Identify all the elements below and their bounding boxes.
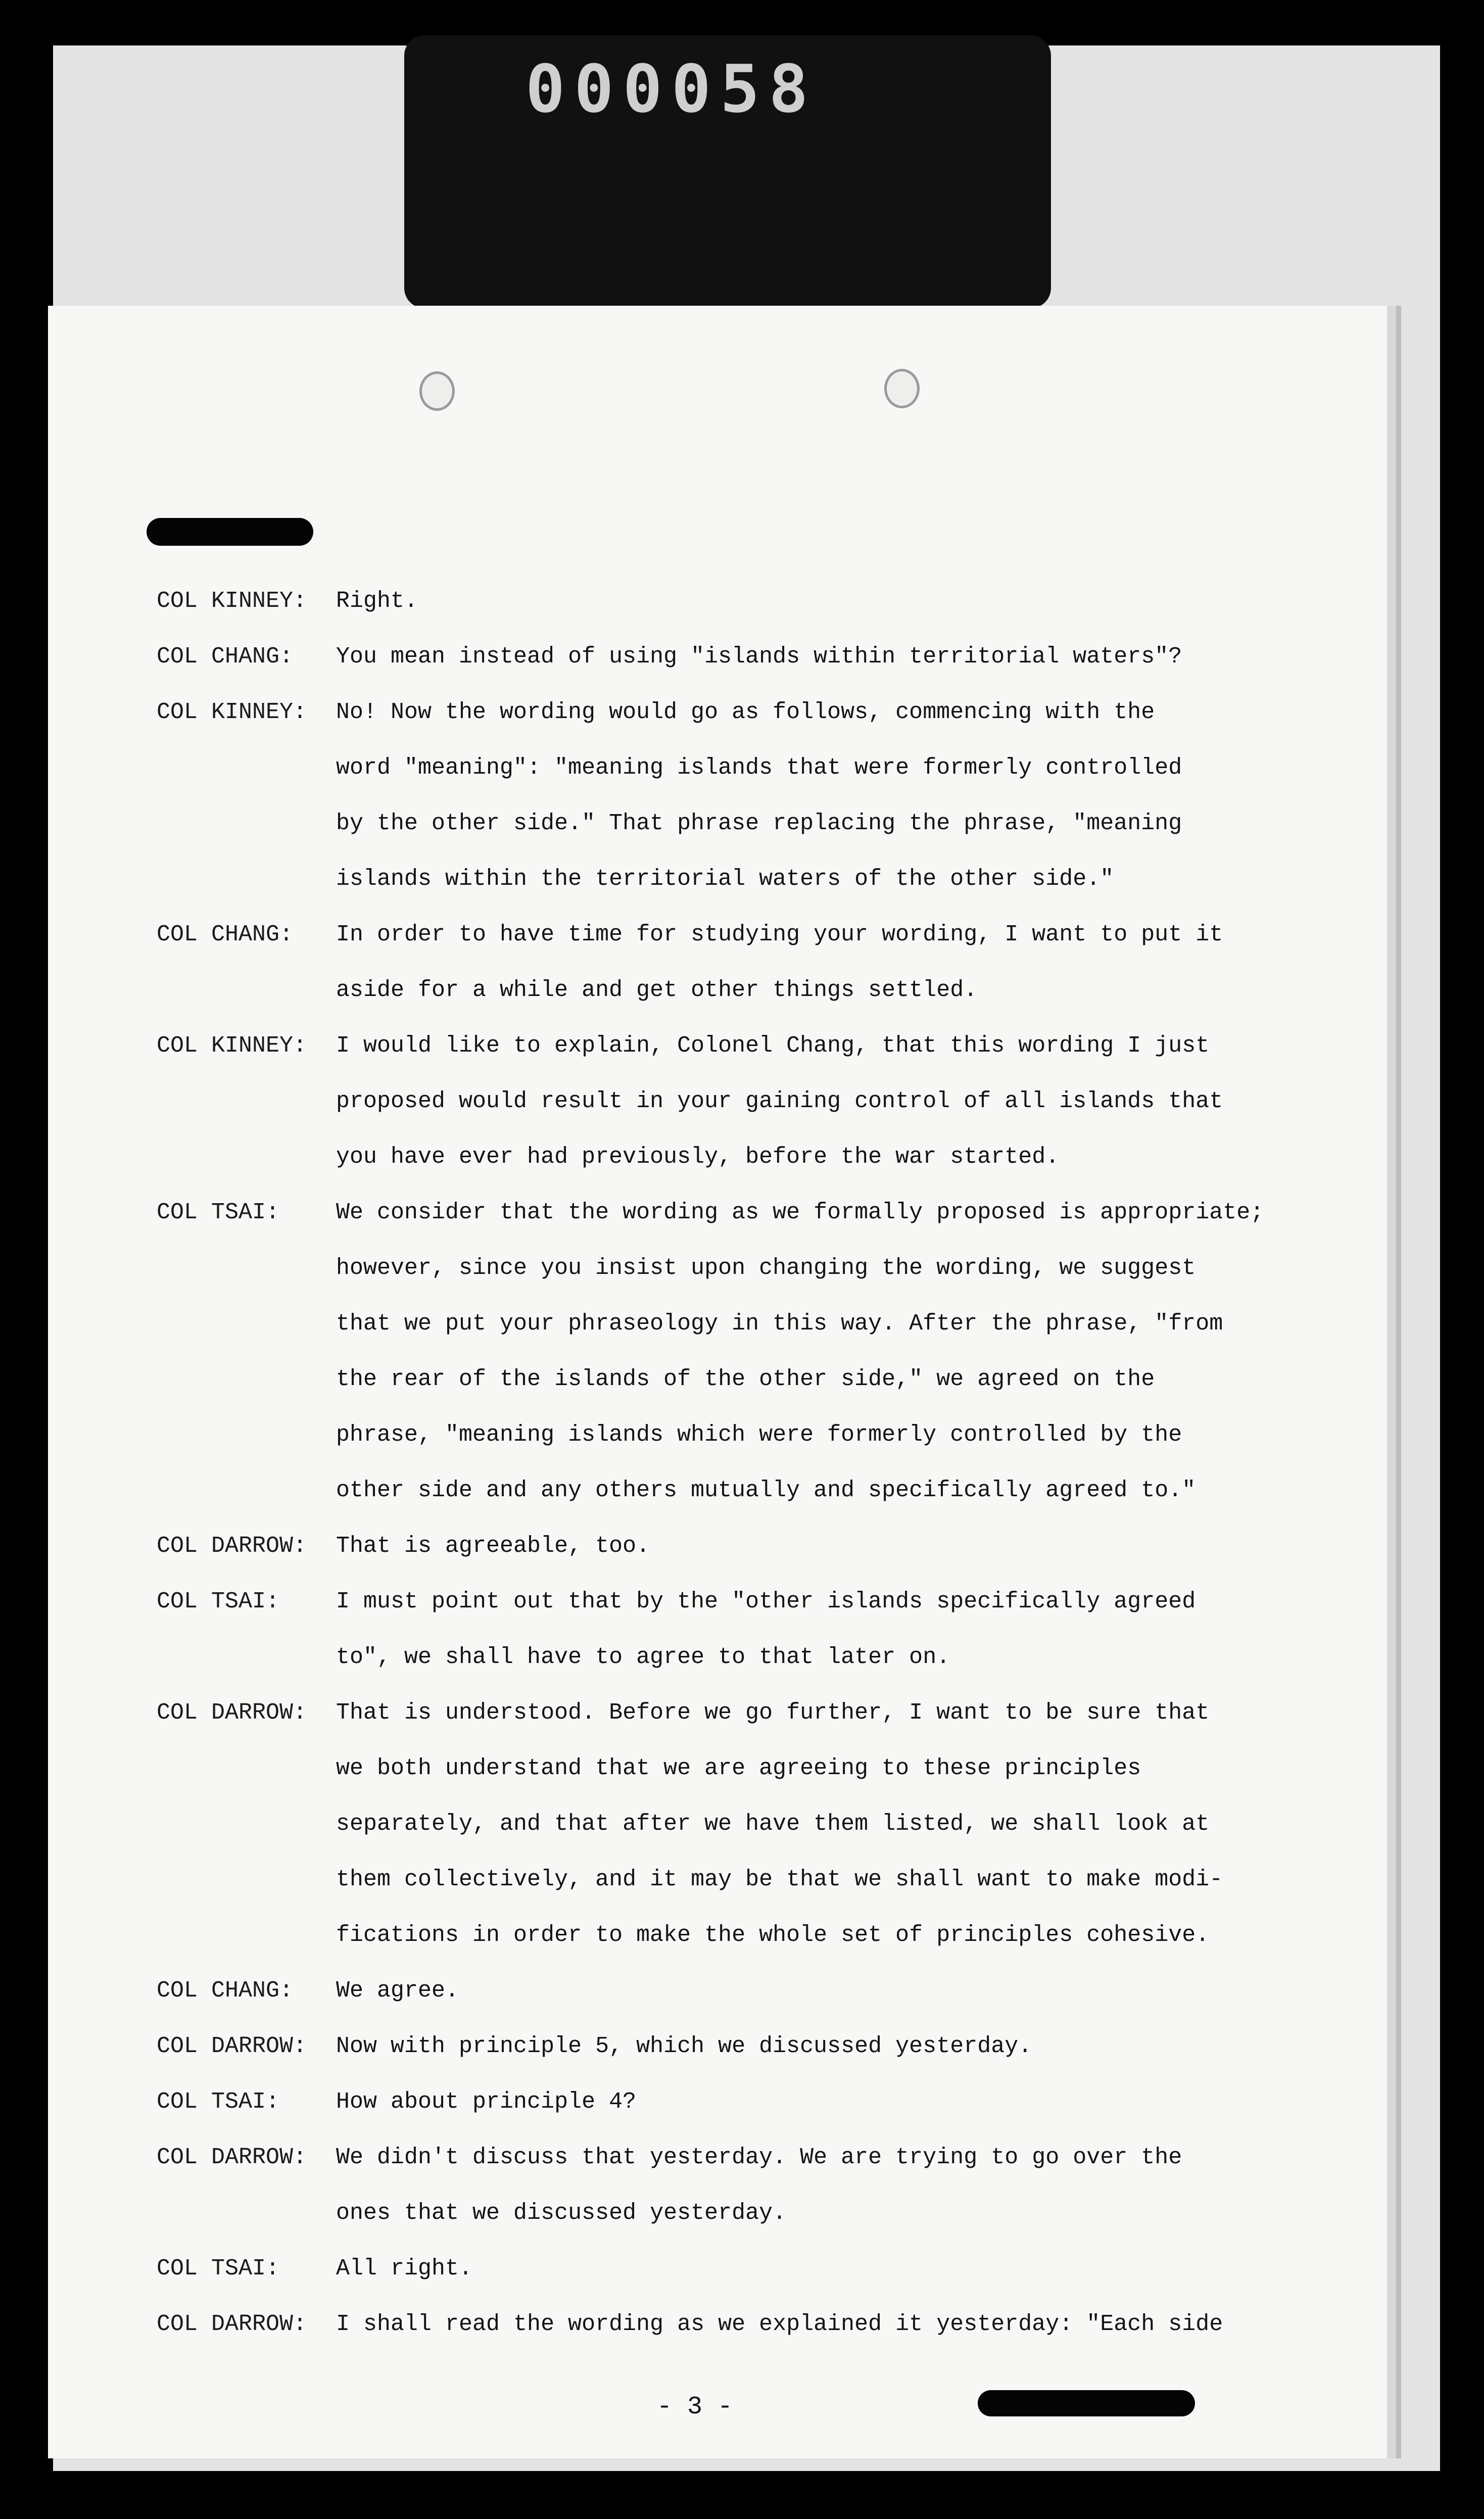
dialogue-line: How about principle 4?: [336, 2089, 637, 2115]
speaker-label: COL DARROW:: [157, 2311, 307, 2337]
dialogue-entry: [157, 1018, 1319, 1185]
speaker-label: COL TSAI:: [157, 1200, 280, 1225]
dialogue-text: [336, 1185, 1319, 1518]
speaker-label: COL DARROW:: [157, 2033, 307, 2059]
speaker-label: COL CHANG:: [157, 1978, 294, 2004]
speaker-label: COL DARROW:: [157, 1533, 307, 1559]
dialogue-line: We didn't discuss that yesterday. We are trying to go over the: [336, 2145, 1182, 2170]
dialogue-text: [336, 1518, 1319, 1574]
dialogue-line: however, since you insist upon changing the wording, we suggest: [336, 1255, 1196, 1281]
dialogue-line: We agree.: [336, 1978, 459, 2004]
speaker-label: COL DARROW:: [157, 1700, 307, 1726]
dialogue-text: [336, 685, 1319, 907]
speaker-label: COL TSAI:: [157, 2089, 280, 2115]
dialogue-line: to", we shall have to agree to that later on.: [336, 1644, 950, 1670]
dialogue-line: separately, and that after we have them listed, we shall look at: [336, 1811, 1210, 1837]
dialogue-line: that we put your phraseology in this way. After the phrase, "from: [336, 1311, 1223, 1337]
transcript: [157, 574, 1319, 2352]
dialogue-line: proposed would result in your gaining control of all islands that: [336, 1088, 1223, 1114]
dialogue-entry: [157, 574, 1319, 629]
dialogue-entry: [157, 2074, 1319, 2130]
dialogue-line: by the other side." That phrase replacing the phrase, "meaning: [336, 811, 1182, 836]
dialogue-entry: [157, 1685, 1319, 1963]
dialogue-line: the rear of the islands of the other side," we agreed on the: [336, 1366, 1155, 1392]
speaker-label: COL TSAI:: [157, 2256, 280, 2282]
dialogue-entry: [157, 907, 1319, 1018]
dialogue-line: Right.: [336, 588, 418, 614]
dialogue-line: That is agreeable, too.: [336, 1533, 650, 1559]
dialogue-line: them collectively, and it may be that we shall want to make modi-: [336, 1867, 1223, 1892]
dialogue-line: you have ever had previously, before the war started.: [336, 1144, 1060, 1170]
speaker-label: COL KINNEY:: [157, 699, 307, 725]
dialogue-text: [336, 574, 1319, 629]
redaction-mark: [147, 518, 313, 546]
dialogue-text: [336, 1018, 1319, 1185]
dialogue-text: [336, 629, 1319, 685]
dialogue-line: islands within the territorial waters of the other side.": [336, 866, 1114, 892]
punch-hole: [884, 369, 920, 408]
dialogue-text: [336, 907, 1319, 1018]
dialogue-line: ones that we discussed yesterday.: [336, 2200, 787, 2226]
dialogue-entry: [157, 629, 1319, 685]
speaker-label: COL CHANG:: [157, 644, 294, 670]
dialogue-text: [336, 1685, 1319, 1963]
punch-hole: [419, 371, 455, 411]
dialogue-text: [336, 2074, 1319, 2130]
counter-digits: 000058: [525, 51, 818, 127]
speaker-label: COL DARROW:: [157, 2145, 307, 2170]
dialogue-entry: [157, 2241, 1319, 2297]
dialogue-entry: [157, 1185, 1319, 1518]
dialogue-line: word "meaning": "meaning islands that were formerly controlled: [336, 755, 1182, 781]
dialogue-text: [336, 2130, 1319, 2241]
dialogue-entry: [157, 685, 1319, 907]
speaker-label: COL KINNEY:: [157, 1033, 307, 1059]
dialogue-text: [336, 1963, 1319, 2019]
dialogue-line: No! Now the wording would go as follows, commencing with the: [336, 699, 1155, 725]
dialogue-line: phrase, "meaning islands which were formerly controlled by the: [336, 1422, 1182, 1448]
dialogue-line: other side and any others mutually and specifically agreed to.": [336, 1478, 1196, 1503]
dialogue-line: fications in order to make the whole set of principles cohesive.: [336, 1922, 1210, 1948]
dialogue-line: In order to have time for studying your wording, I want to put it: [336, 922, 1223, 947]
dialogue-text: [336, 2297, 1319, 2352]
dialogue-line: I shall read the wording as we explained it yesterday: "Each side: [336, 2311, 1223, 2337]
dialogue-entry: [157, 1518, 1319, 1574]
dialogue-line: You mean instead of using "islands within territorial waters"?: [336, 644, 1182, 670]
dialogue-entry: [157, 2130, 1319, 2241]
redaction-mark: [978, 2390, 1195, 2416]
dialogue-text: [336, 2241, 1319, 2297]
dialogue-line: I must point out that by the "other islands specifically agreed: [336, 1589, 1196, 1614]
frame-counter: [404, 35, 1051, 308]
dialogue-text: [336, 2019, 1319, 2074]
dialogue-entry: [157, 1963, 1319, 2019]
dialogue-line: aside for a while and get other things settled.: [336, 977, 978, 1003]
dialogue-line: we both understand that we are agreeing to these principles: [336, 1755, 1141, 1781]
dialogue-entry: [157, 2019, 1319, 2074]
dialogue-text: [336, 1574, 1319, 1685]
dialogue-line: Now with principle 5, which we discussed yesterday.: [336, 2033, 1032, 2059]
page-number: - 3 -: [657, 2393, 733, 2421]
dialogue-entry: [157, 2297, 1319, 2352]
speaker-label: COL CHANG:: [157, 922, 294, 947]
dialogue-line: All right.: [336, 2256, 473, 2282]
dialogue-entry: [157, 1574, 1319, 1685]
dialogue-line: I would like to explain, Colonel Chang, that this wording I just: [336, 1033, 1210, 1059]
speaker-label: COL KINNEY:: [157, 588, 307, 614]
speaker-label: COL TSAI:: [157, 1589, 280, 1614]
dialogue-line: That is understood. Before we go further, I want to be sure that: [336, 1700, 1210, 1726]
dialogue-line: We consider that the wording as we formally proposed is appropriate;: [336, 1200, 1264, 1225]
